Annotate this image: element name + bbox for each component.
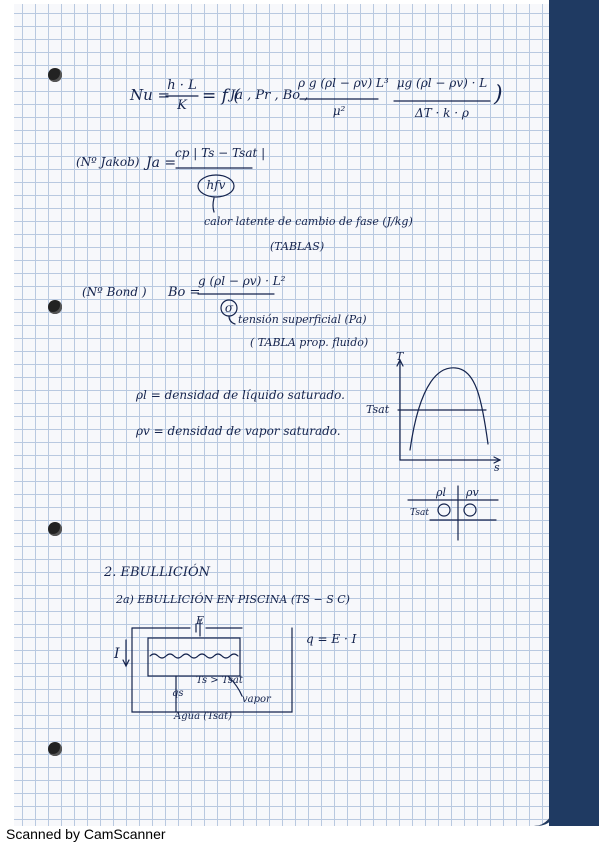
boiling-vessel — [148, 638, 240, 676]
bond-sigma-circle — [221, 300, 237, 316]
vapor-pointer — [228, 676, 242, 696]
table-row-tsat: Tsat — [410, 508, 429, 518]
bond-num: g (ρl − ρv) · L² — [198, 274, 286, 288]
jakob-num: cp | Ts − Tsat | — [175, 146, 266, 160]
nusselt-frac3-num: μg (ρl − ρv) · L — [396, 76, 488, 90]
table-col-liquid: ρl — [436, 486, 446, 499]
bond-note2: ( TABLA prop. fluido) — [250, 336, 369, 349]
nusselt-frac1-num: h · L — [167, 78, 197, 93]
jakob-lhs: Ja = — [146, 155, 177, 171]
nusselt-frac2-num: ρ g (ρl − ρv) L³ — [298, 76, 389, 90]
nusselt-eq: = f ( — [202, 86, 240, 106]
scanner-footer: Scanned by CamScanner — [6, 826, 166, 842]
nusselt-frac1-den: K — [177, 98, 187, 113]
jakob-hfv-circle — [198, 175, 234, 197]
table-cell-vapor — [464, 504, 476, 516]
label-qs: q̇s — [172, 688, 184, 699]
jakob-den: hfv — [206, 178, 226, 192]
label-e: E — [196, 614, 205, 627]
nusselt-close: ) — [494, 82, 503, 107]
ts-x-axis-label: s — [494, 461, 500, 474]
bond-label: (Nº Bond ) — [82, 285, 147, 299]
ts-dome — [410, 368, 488, 450]
nusselt-lhs: Nu = — [130, 86, 171, 104]
table-cell-liquid — [438, 504, 450, 516]
jakob-label: (Nº Jakob) — [76, 155, 140, 169]
formula-q: q = E · I — [306, 632, 357, 646]
jakob-arrow — [213, 198, 214, 212]
nusselt-frac2-den: μ² — [332, 104, 346, 118]
ts-y-axis-label: T — [396, 350, 404, 363]
label-vapor: vapor — [242, 694, 271, 705]
table-col-vapor: ρv — [466, 486, 479, 499]
nusselt-frac3-den: ΔT · k · ρ — [415, 106, 469, 120]
bond-arrow — [229, 316, 235, 324]
jakob-note2: (TABLAS) — [270, 240, 325, 253]
label-ts-gt-tsat: Ts > Tsat — [196, 675, 243, 686]
section-title: 2. EBULLICIÓN — [104, 565, 211, 580]
circuit-outer — [132, 628, 292, 712]
circuit-battery — [132, 620, 242, 636]
heater-wire — [150, 654, 238, 658]
label-i: I — [114, 646, 120, 662]
ts-tsat-label: Tsat — [366, 403, 390, 416]
jakob-note: calor latente de cambio de fase (J/kg) — [204, 215, 413, 228]
bond-den: σ — [224, 301, 234, 315]
bond-lhs: Bo = — [168, 285, 201, 300]
density-vapor: ρv = densidad de vapor saturado. — [136, 424, 341, 438]
density-liquid: ρl = densidad de líquido saturado. — [136, 388, 345, 402]
subsection-title: 2a) EBULLICIÓN EN PISCINA (TS − S C) — [116, 593, 350, 606]
label-water: Agua (Tsat) — [174, 711, 233, 722]
nusselt-args: Ja , Pr , Bo , — [230, 88, 309, 103]
bond-note: tensión superficial (Pa) — [238, 313, 367, 326]
